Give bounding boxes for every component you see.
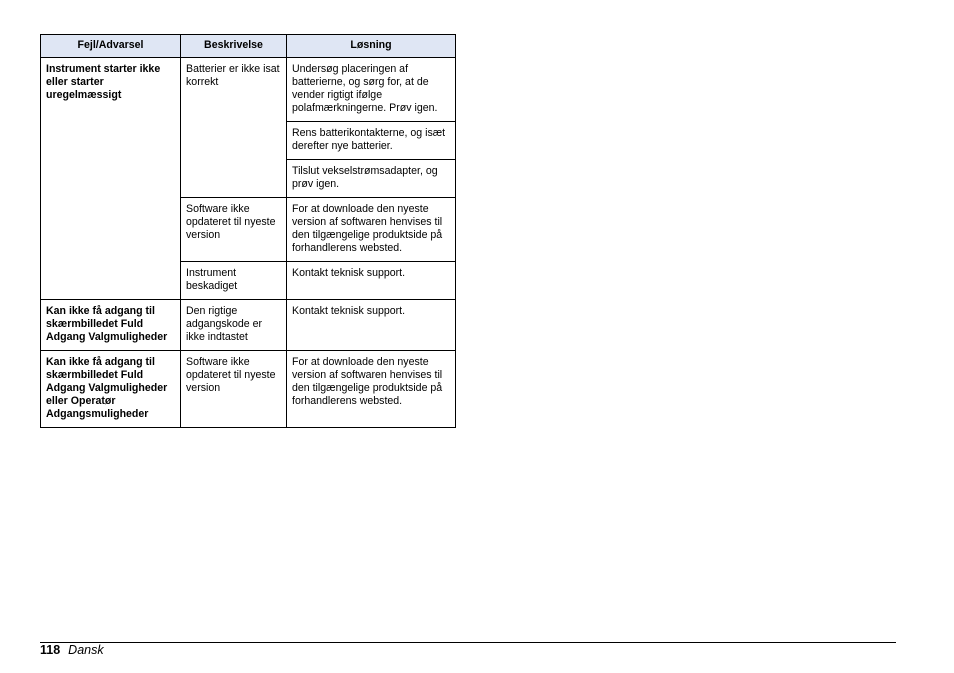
footer-language: Dansk [68, 643, 104, 657]
description-cell: Software ikke opdateret til nyeste version [181, 351, 287, 428]
header-solution: Løsning [287, 35, 456, 58]
error-cell: Instrument starter ikke eller starter uregelmæssigt [41, 58, 181, 300]
table-header-row [41, 35, 456, 58]
table-row [41, 58, 456, 122]
solution-cell: For at downloade den nyeste version af softwaren henvises til den tilgængelige produktside på forhandlerens websted. [287, 351, 456, 428]
header-description: Beskrivelse [181, 35, 287, 58]
solution-cell: Kontakt teknisk support. [287, 300, 456, 351]
description-cell: Den rigtige adgangskode er ikke indtastet [181, 300, 287, 351]
description-cell: Batterier er ikke isat korrekt [181, 58, 287, 198]
page-number: 118 [40, 643, 61, 657]
header-error-warning: Fejl/Advarsel [41, 35, 181, 58]
solution-cell: For at downloade den nyeste version af softwaren henvises til den tilgængelige produktside på forhandlerens websted. [287, 198, 456, 262]
solution-cell: Undersøg placeringen af batterierne, og sørg for, at de vender rigtigt ifølge polafmærkningerne. Prøv igen. [287, 58, 456, 122]
solution-cell: Rens batterikontakterne, og isæt derefter nye batterier. [287, 122, 456, 160]
error-cell: Kan ikke få adgang til skærmbilledet Fuld Adgang Valgmuligheder [41, 300, 181, 351]
footer-divider [40, 642, 896, 643]
error-cell: Kan ikke få adgang til skærmbilledet Fuld Adgang Valgmuligheder eller Operatør Adgangsmuligheder [41, 351, 181, 428]
table-row [41, 351, 456, 428]
troubleshooting-table [40, 34, 456, 428]
description-cell: Software ikke opdateret til nyeste version [181, 198, 287, 262]
page-footer [40, 643, 104, 658]
solution-cell: Kontakt teknisk support. [287, 262, 456, 300]
solution-cell: Tilslut vekselstrømsadapter, og prøv igen. [287, 160, 456, 198]
description-cell: Instrument beskadiget [181, 262, 287, 300]
table-row [41, 300, 456, 351]
